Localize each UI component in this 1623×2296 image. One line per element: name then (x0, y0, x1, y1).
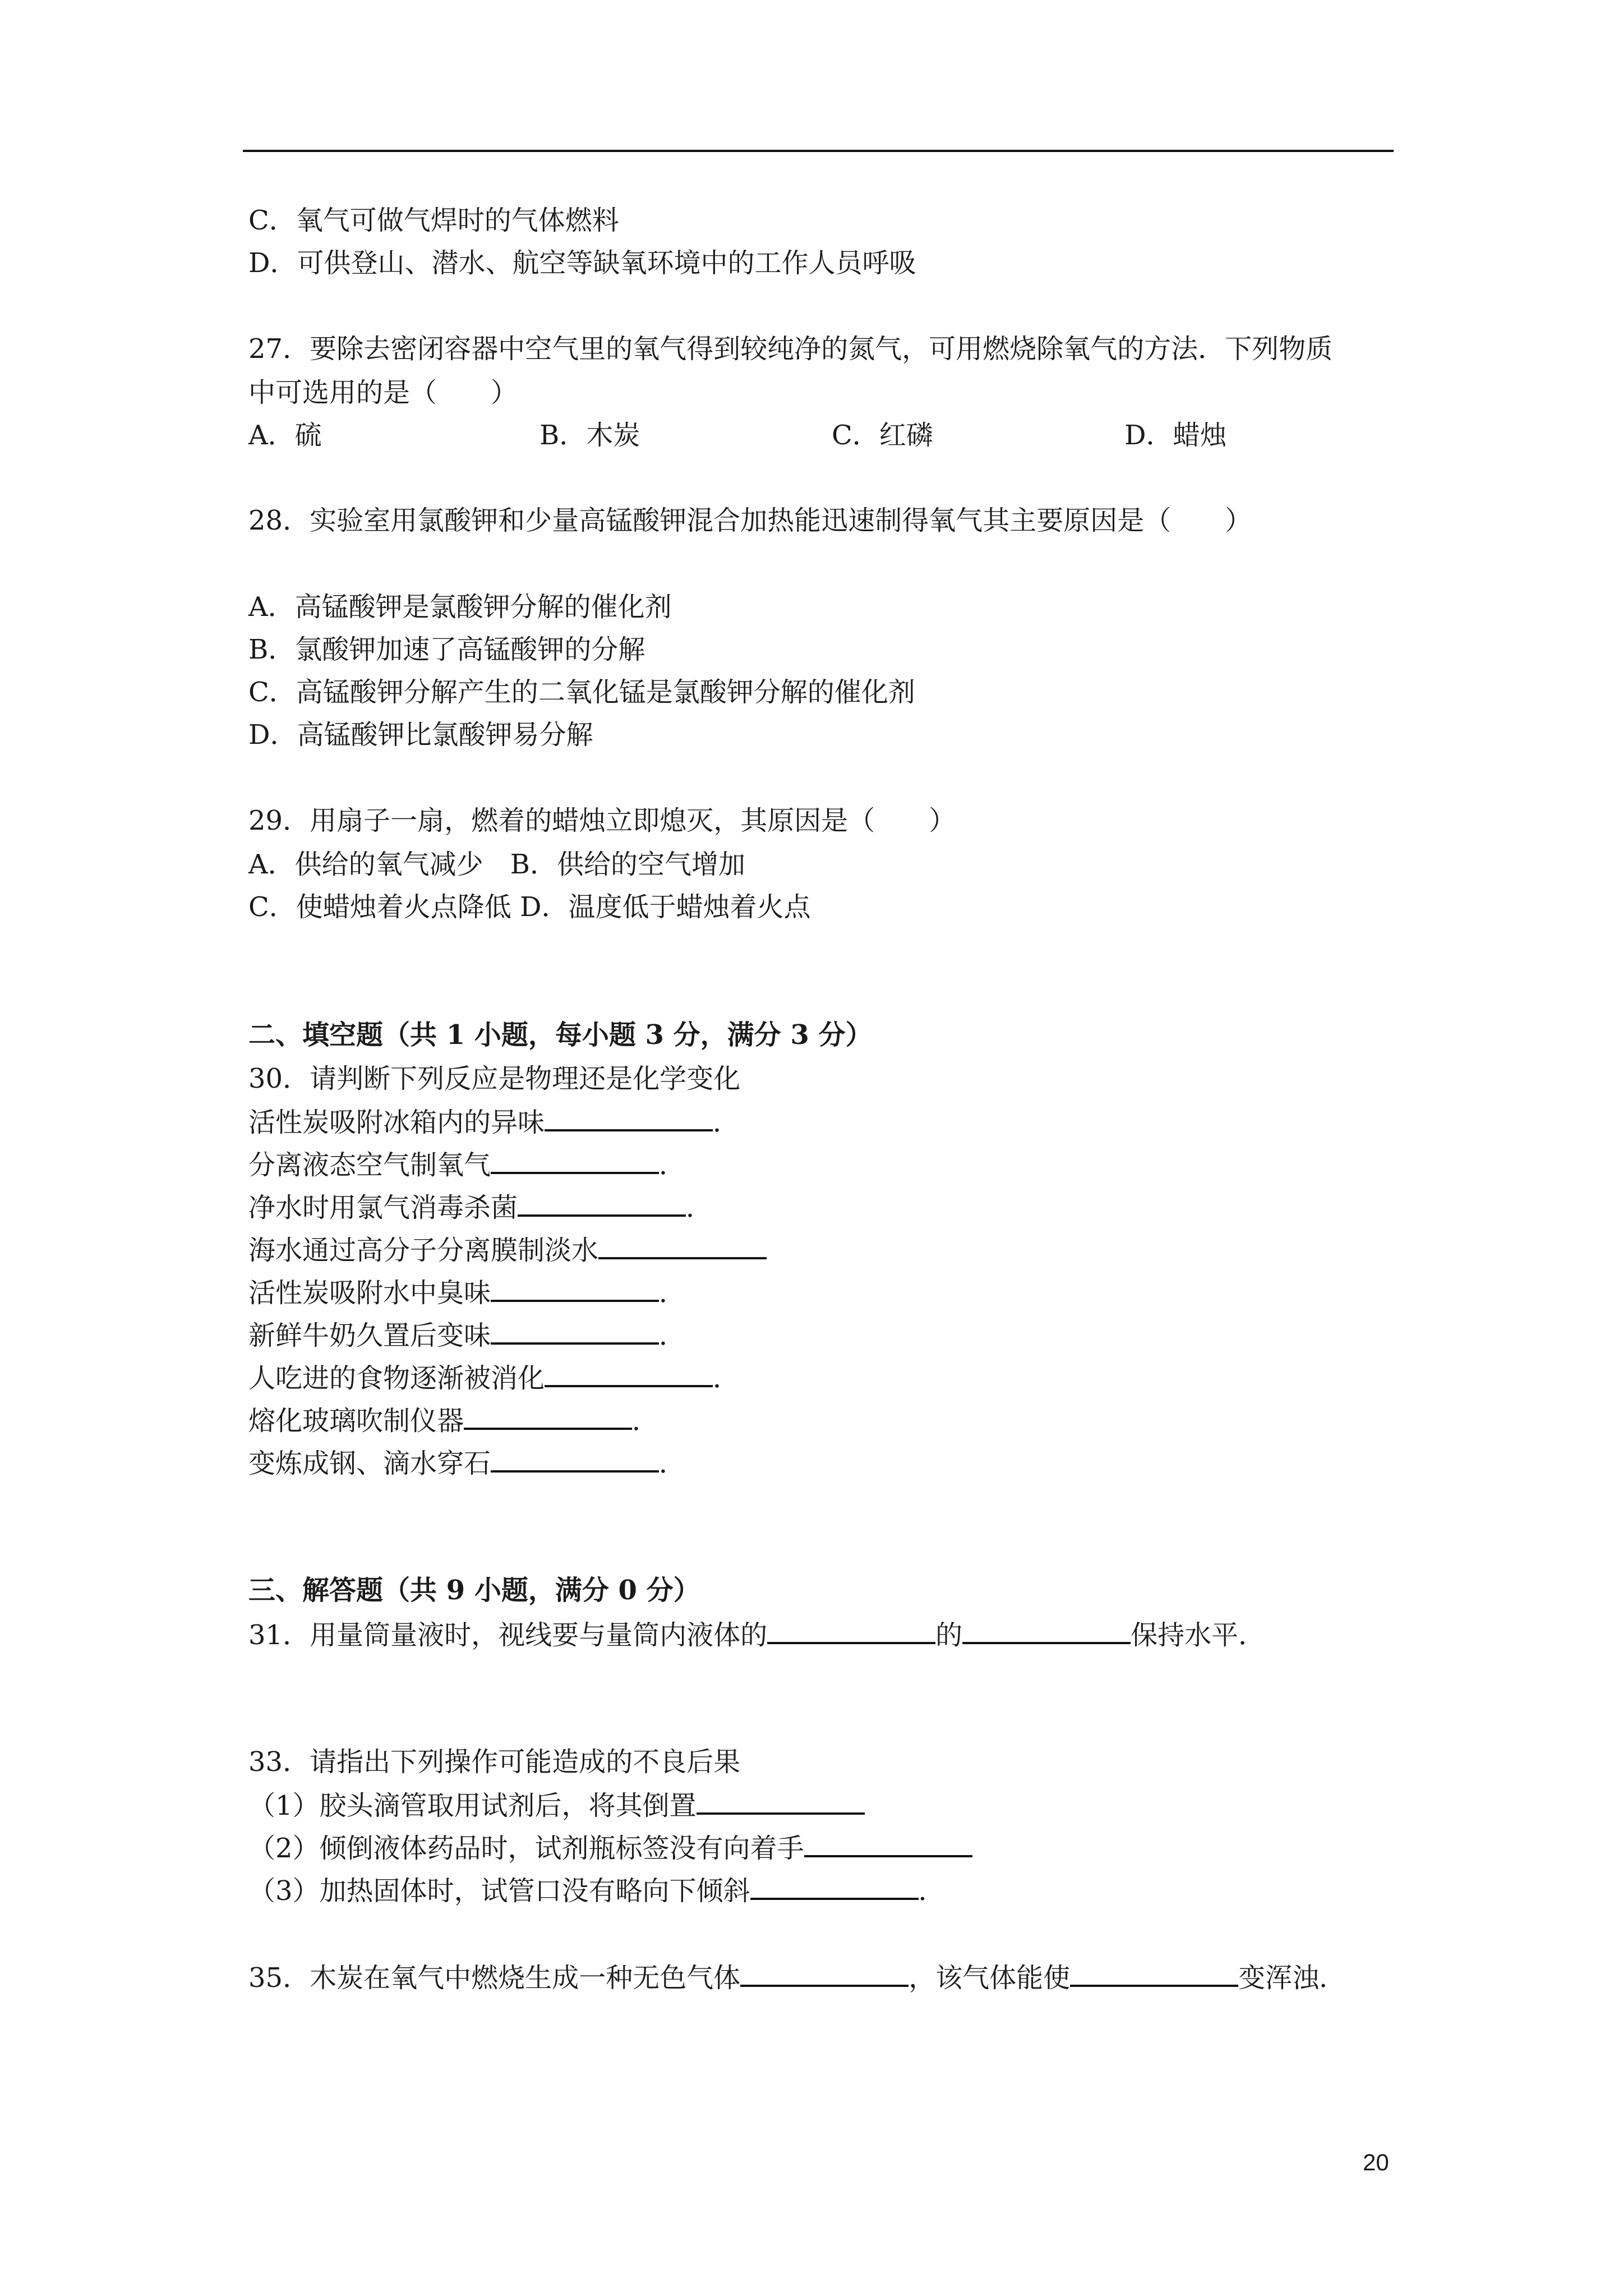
q27-option-c: C．红磷 (832, 420, 933, 451)
q33-stem: 33．请指出下列操作可能造成的不良后果 (248, 1746, 741, 1778)
q33-item-1: （1）胶头滴管取用试剂后，将其倒置 (248, 1788, 865, 1823)
answer-blank[interactable] (491, 1275, 659, 1302)
section2-title: 二、填空题（共 1 小题，每小题 3 分，满分 3 分） (248, 1019, 873, 1051)
answer-blank[interactable] (697, 1788, 865, 1815)
q26-option-d: D．可供登山、潜水、航空等缺氧环境中的工作人员呼吸 (248, 247, 916, 279)
answer-blank[interactable] (491, 1446, 659, 1473)
answer-blank[interactable] (545, 1105, 713, 1131)
q27-stem-line1: 27．要除去密闭容器中空气里的氧气得到较纯净的氮气，可用燃烧除氧气的方法．下列物质 (248, 333, 1333, 365)
answer-blank[interactable] (491, 1318, 659, 1345)
q30-item: 活性炭吸附水中臭味 ． (248, 1275, 686, 1310)
q30-item: 熔化玻璃吹制仪器 ． (248, 1403, 659, 1438)
q28-stem: 28．实验室用氯酸钾和少量高锰酸钾混合加热能迅速制得氧气其主要原因是（ ） (248, 505, 1252, 536)
q27-option-d: D．蜡烛 (1124, 420, 1227, 451)
q30-stem: 30．请判断下列反应是物理还是化学变化 (248, 1063, 741, 1094)
answer-blank[interactable] (767, 1617, 935, 1644)
answer-blank[interactable] (740, 1960, 909, 1987)
q31-line: 31．用量筒量液时，视线要与量筒内液体的 的 保持水平． (248, 1617, 1265, 1652)
page-number: 20 (1363, 2149, 1389, 2175)
section3-title: 三、解答题（共 9 小题，满分 0 分） (248, 1575, 700, 1606)
answer-blank[interactable] (491, 1147, 659, 1174)
q30-item: 海水通过高分子分离膜制淡水 (248, 1232, 767, 1267)
answer-blank[interactable] (750, 1873, 919, 1900)
q35-line: 35．木炭在氧气中燃烧生成一种无色气体 ，该气体能使 变浑浊． (248, 1960, 1346, 1995)
header-rule (243, 150, 1394, 152)
q27-option-b: B．木炭 (540, 420, 640, 451)
q30-item: 变炼成钢、滴水穿石 ． (248, 1446, 686, 1480)
q27-option-a: A．硫 (248, 420, 322, 451)
answer-blank[interactable] (1070, 1960, 1238, 1987)
q29-options-ab: A．供给的氧气减少 B．供给的空气增加 (248, 849, 745, 880)
answer-blank[interactable] (545, 1360, 713, 1387)
q29-options-cd: C．使蜡烛着火点降低 D．温度低于蜡烛着火点 (248, 891, 811, 923)
answer-blank[interactable] (518, 1190, 686, 1217)
answer-blank[interactable] (804, 1830, 972, 1857)
answer-blank[interactable] (464, 1403, 632, 1430)
q33-item-2: （2）倾倒液体药品时，试剂瓶标签没有向着手 (248, 1830, 972, 1865)
q30-item: 人吃进的食物逐渐被消化 ． (248, 1360, 740, 1395)
answer-blank[interactable] (962, 1617, 1131, 1644)
q28-option-a: A．高锰酸钾是氯酸钾分解的催化剂 (248, 591, 672, 623)
q29-stem: 29．用扇子一扇，燃着的蜡烛立即熄灭，其原因是（ ） (248, 805, 956, 836)
q28-option-c: C．高锰酸钾分解产生的二氧化锰是氯酸钾分解的催化剂 (248, 677, 915, 708)
q33-item-3: （3）加热固体时，试管口没有略向下倾斜 ． (248, 1873, 946, 1908)
q30-item: 分离液态空气制氧气 ． (248, 1147, 686, 1182)
q30-item: 新鲜牛奶久置后变味 ． (248, 1318, 686, 1352)
q28-option-b: B．氯酸钾加速了高锰酸钾的分解 (248, 634, 645, 665)
q30-item: 活性炭吸附冰箱内的异味 ． (248, 1105, 740, 1139)
q30-item: 净水时用氯气消毒杀菌 ． (248, 1190, 713, 1225)
q27-stem-line2: 中可选用的是（ ） (248, 377, 518, 408)
q26-option-c: C．氧气可做气焊时的气体燃料 (248, 205, 619, 236)
q28-option-d: D．高锰酸钾比氯酸钾易分解 (248, 719, 593, 751)
answer-blank[interactable] (598, 1232, 767, 1259)
